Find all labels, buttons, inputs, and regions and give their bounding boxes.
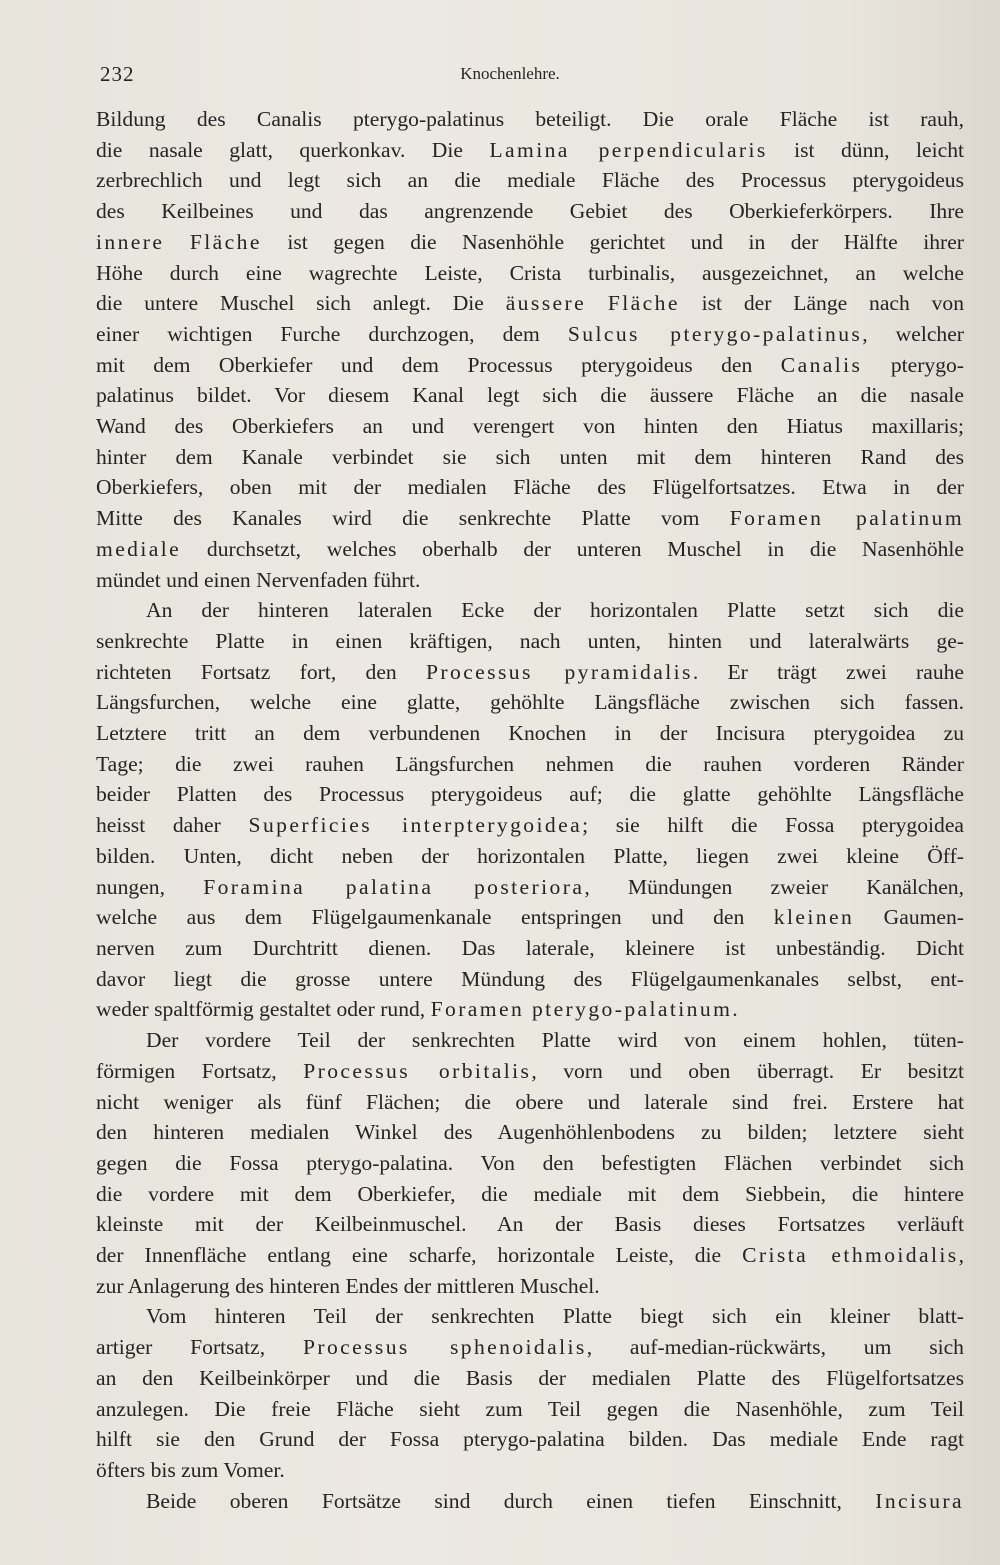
spaced-term: Incisura — [875, 1488, 964, 1513]
text-run: beider Platten des Processus pterygoideus auf; die glatte gehöhlte Längsfläche — [96, 782, 964, 807]
text-line — [96, 319, 964, 350]
text-run: nungen, — [96, 874, 204, 899]
text-line — [96, 1148, 964, 1179]
text-line — [96, 1087, 964, 1118]
text-run: zur Anlagerung des hinteren Endes der mittleren Muschel. — [96, 1273, 600, 1298]
text-line — [96, 1332, 964, 1363]
text-line — [96, 565, 964, 596]
paragraph — [96, 1301, 964, 1485]
text-run: die nasale glatt, querkonkav. Die — [96, 137, 490, 162]
text-run: ist der Länge nach von — [679, 291, 964, 316]
text-line — [96, 1117, 964, 1148]
running-title: Knochenlehre. — [460, 64, 560, 83]
text-line — [96, 687, 964, 718]
text-line — [96, 104, 964, 135]
page-header — [96, 58, 964, 98]
paragraph — [96, 1025, 964, 1301]
text-line — [96, 841, 964, 872]
spaced-term: Foramen pterygo-palatinum — [430, 997, 733, 1022]
text-run: welche aus dem Flügelgaumenkanale entspringen und den — [96, 905, 774, 930]
text-line — [96, 472, 964, 503]
text-run: , welcher — [862, 321, 964, 346]
text-run: öfters bis zum Vomer. — [96, 1457, 285, 1482]
text-line — [96, 380, 964, 411]
text-run: palatinus bildet. Vor diesem Kanal legt sich die äussere Fläche an die nasale — [96, 383, 964, 408]
text-line — [96, 350, 964, 381]
text-line — [96, 258, 964, 289]
text-run: einer wichtigen Furche durchzogen, dem — [96, 321, 568, 346]
text-line — [96, 1486, 964, 1517]
text-run: ist dünn, leicht — [767, 137, 964, 162]
spaced-term: Processus pyramidalis — [426, 659, 693, 684]
text-run: An der hinteren lateralen Ecke der horizontalen Platte setzt sich die — [146, 598, 964, 623]
text-line — [96, 1424, 964, 1455]
text-run: nicht weniger als fünf Flächen; die obere und laterale sind frei. Erstere hat — [96, 1089, 964, 1114]
spaced-term: Crista ethmoidalis — [742, 1243, 959, 1268]
spaced-term: kleinen — [773, 905, 855, 930]
text-line — [96, 1056, 964, 1087]
text-line — [96, 994, 964, 1025]
text-run: Tage; die zwei rauhen Längsfurchen nehmen die rauhen vorderen Ränder — [96, 751, 964, 776]
text-line — [96, 810, 964, 841]
text-run: Höhe durch eine wagrechte Leiste, Crista turbinalis, ausgezeichnet, an welche — [96, 260, 964, 285]
text-run: des Keilbeines und das angrenzende Gebiet des Oberkieferkörpers. Ihre — [96, 199, 964, 224]
text-line — [96, 872, 964, 903]
text-run: förmigen Fortsatz, — [96, 1058, 304, 1083]
text-run: Gaumen- — [854, 905, 964, 930]
spaced-term: Processus orbitalis — [303, 1058, 532, 1083]
text-line — [96, 933, 964, 964]
text-line — [96, 902, 964, 933]
text-run: senkrechte Platte in einen kräftigen, nach unten, hinten und lateralwärts ge- — [96, 628, 964, 653]
text-line — [96, 1363, 964, 1394]
text-run: mit dem Oberkiefer und dem Processus pterygoideus den — [96, 352, 781, 377]
text-run: zerbrechlich und legt sich an die mediale Fläche des Processus pterygoideus — [96, 168, 964, 193]
text-run: davor liegt die grosse untere Mündung des Flügelgaumenkanales selbst, ent- — [96, 966, 964, 991]
text-run: Bildung des Canalis pterygo-palatinus beteiligt. Die orale Fläche ist rauh, — [96, 107, 964, 131]
text-line — [96, 964, 964, 995]
text-run: hinter dem Kanale verbindet sie sich unten mit dem hinteren Rand des — [96, 444, 964, 469]
text-run: mündet und einen Nervenfaden führt. — [96, 567, 421, 592]
text-run: ist gegen die Nasenhöhle gerichtet und in der Hälfte ihrer — [261, 229, 964, 254]
text-run: nerven zum Durchtritt dienen. Das laterale, kleinere ist unbeständig. Dicht — [96, 935, 964, 960]
text-run: Vom hinteren Teil der senkrechten Platte biegt sich ein kleiner blatt- — [146, 1304, 964, 1329]
text-run: der Innenfläche entlang eine scharfe, horizontale Leiste, die — [96, 1243, 743, 1268]
text-run: den hinteren medialen Winkel des Augenhöhlenbodens zu bilden; letztere sieht — [96, 1120, 964, 1145]
text-run: Wand des Oberkiefers an und verengert von hinten den Hiatus maxillaris; — [96, 414, 964, 439]
text-run: . — [732, 997, 738, 1022]
text-run: ; sie hilft die Fossa pterygoidea — [582, 813, 964, 838]
text-run: Längsfurchen, welche eine glatte, gehöhlte Längsfläche zwischen sich fassen. — [96, 690, 964, 715]
text-run: , vorn und oben überragt. Er besitzt — [531, 1058, 964, 1083]
text-run: heisst daher — [96, 813, 249, 838]
text-run: , Mündungen zweier Kanälchen, — [584, 874, 964, 899]
text-line — [96, 1209, 964, 1240]
text-run: durchsetzt, welches oberhalb der unteren Muschel in die Nasenhöhle — [181, 536, 964, 561]
text-line — [96, 442, 964, 473]
text-line — [96, 165, 964, 196]
spaced-term: Fläche — [607, 291, 680, 316]
spaced-term: mediale — [96, 536, 182, 561]
text-run: anzulegen. Die freie Fläche sieht zum Teil gegen die Nasenhöhle, zum Teil — [96, 1396, 964, 1421]
text-line — [96, 411, 964, 442]
text-line — [96, 779, 964, 810]
text-line — [96, 718, 964, 749]
text-run: Mitte des Kanales wird die senkrechte Platte vom — [96, 506, 730, 531]
text-run: die untere Muschel sich anlegt. Die — [96, 291, 506, 316]
text-run: Letztere tritt an dem verbundenen Knochen in der Incisura pterygoidea zu — [96, 721, 964, 746]
text-run: hilft sie den Grund der Fossa pterygo-palatina bilden. Das mediale Ende ragt — [96, 1427, 964, 1452]
spaced-term: Canalis — [780, 352, 863, 377]
text-line — [96, 1394, 964, 1425]
spaced-term: äussere — [505, 291, 587, 316]
text-line — [96, 534, 964, 565]
spaced-term: Processus sphenoidalis — [302, 1335, 587, 1360]
spaced-term: Fläche — [189, 229, 262, 254]
text-run: gegen die Fossa pterygo-palatina. Von den befestigten Flächen verbindet sich — [96, 1150, 964, 1175]
text-run: kleinste mit der Keilbeinmuschel. An der Basis dieses Fortsatzes verläuft — [96, 1212, 964, 1237]
text-line — [96, 135, 964, 166]
text-line — [96, 196, 964, 227]
text-line — [96, 1271, 964, 1302]
text-line — [96, 595, 964, 626]
text-line — [96, 657, 964, 688]
spaced-term: Superficies interpterygoidea — [248, 813, 583, 838]
text-line — [96, 503, 964, 534]
text-line — [96, 1025, 964, 1056]
text-run: Der vordere Teil der senkrechten Platte wird von einem hohlen, tüten- — [146, 1028, 964, 1053]
text-run: die vordere mit dem Oberkiefer, die mediale mit dem Siebbein, die hintere — [96, 1181, 964, 1206]
text-line — [96, 288, 964, 319]
text-line — [96, 626, 964, 657]
spaced-term: Foramen palatinum — [729, 506, 964, 531]
text-line — [96, 1179, 964, 1210]
spaced-term: Sulcus pterygo-palatinus — [567, 321, 863, 346]
text-line — [96, 1455, 964, 1486]
text-run: weder spaltförmig gestaltet oder rund, — [96, 997, 431, 1022]
paragraph — [96, 595, 964, 1025]
text-line — [96, 749, 964, 780]
text-run: artiger Fortsatz, — [96, 1335, 303, 1360]
paragraph — [96, 1486, 964, 1517]
text-run: Oberkiefers, oben mit der medialen Fläche des Flügelfortsatzes. Etwa in der — [96, 475, 964, 500]
text-run — [586, 291, 608, 315]
text-line — [96, 1301, 964, 1332]
spaced-term: Foramina palatina posteriora — [203, 874, 585, 899]
text-line — [96, 1240, 964, 1271]
spaced-term: Lamina perpendicularis — [489, 137, 768, 162]
text-run: , — [958, 1243, 964, 1268]
text-run: , auf-median-rückwärts, um sich — [586, 1335, 964, 1360]
spaced-term: innere — [96, 229, 165, 254]
text-run: Beide oberen Fortsätze sind durch einen tiefen Einschnitt, — [146, 1488, 876, 1513]
text-run: bilden. Unten, dicht neben der horizontalen Platte, liegen zwei kleine Öff- — [96, 843, 964, 868]
body-text — [96, 104, 964, 1516]
text-run: . Er trägt zwei rauhe — [692, 659, 964, 684]
paragraph — [96, 104, 964, 595]
page-number: 232 — [100, 62, 135, 86]
text-run: an den Keilbeinkörper und die Basis der medialen Platte des Flügelfortsatzes — [96, 1365, 964, 1390]
text-run — [164, 230, 190, 254]
text-line — [96, 227, 964, 258]
text-run: pterygo- — [862, 352, 964, 377]
text-run: richteten Fortsatz fort, den — [96, 659, 426, 684]
